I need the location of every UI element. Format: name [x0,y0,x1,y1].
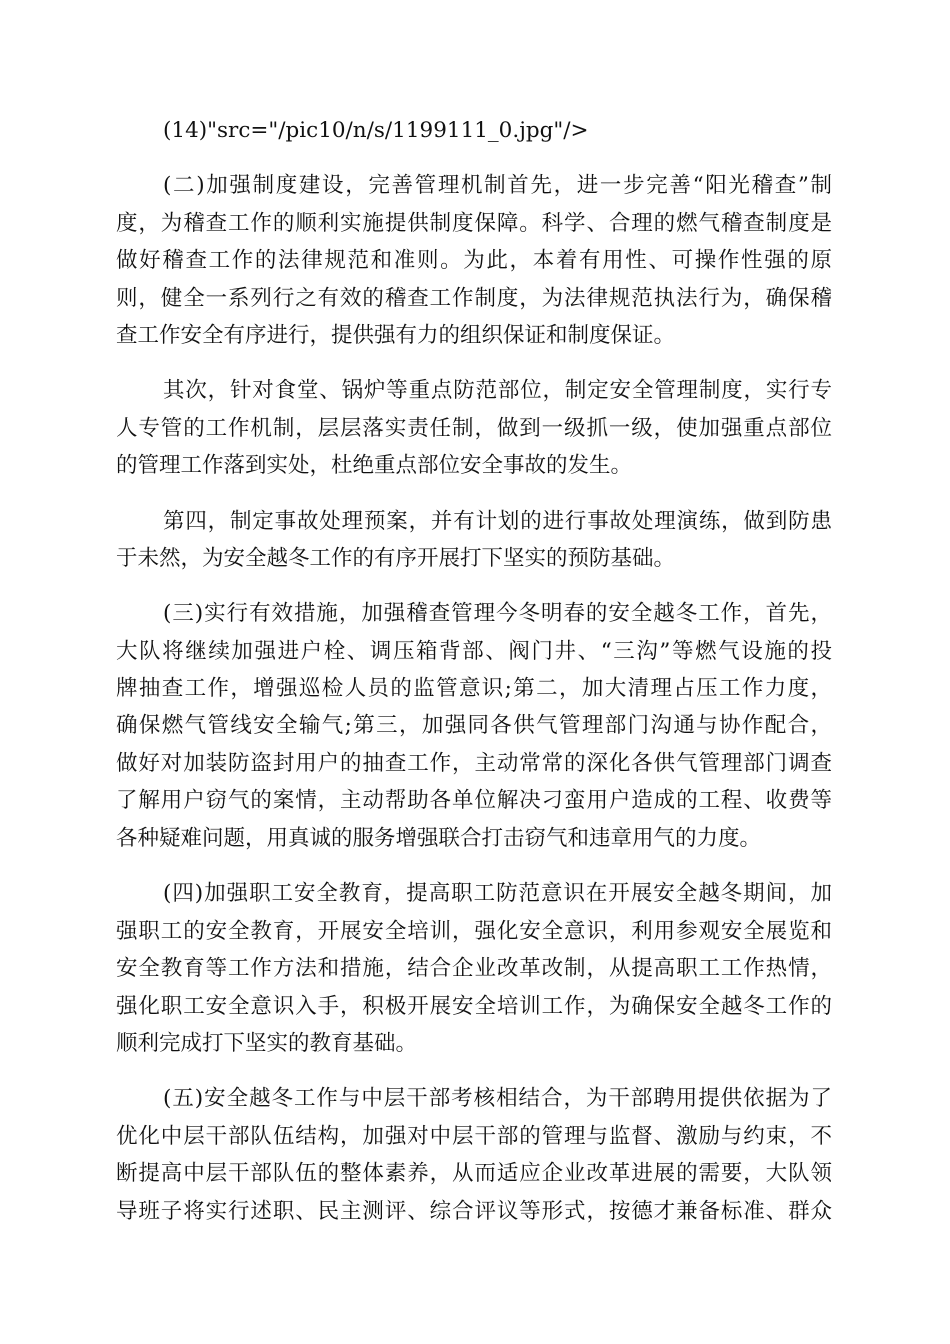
paragraph-line: 导班子将实行述职、民主测评、综合评议等形式，按德才兼备标准、群众 [116,1199,832,1224]
paragraph-line: (三)实行有效措施，加强稽查管理今冬明春的安全越冬工作，首先， [163,601,832,626]
paragraph-line: (四)加强职工安全教育，提高职工防范意识在开展安全越冬期间，加 [163,881,832,906]
paragraph-line: 其次，针对食堂、锅炉等重点防范部位，制定安全管理制度，实行专 [163,378,832,403]
paragraph-line: 则，健全一系列行之有效的稽查工作制度，为法律规范执法行为，确保稽 [116,286,832,311]
paragraph-line: (14)"src="/pic10/n/s/1199111_0.jpg"/> [163,118,589,143]
paragraph-line: 做好稽查工作的法律规范和准则。为此，本着有用性、可操作性强的原 [116,248,832,273]
paragraph-line: 人专管的工作机制，层层落实责任制，做到一级抓一级，使加强重点部位 [116,416,832,441]
paragraph-line: 优化中层干部队伍结构，加强对中层干部的管理与监督、激励与约束，不 [116,1124,832,1149]
paragraph-line: 的管理工作落到实处，杜绝重点部位安全事故的发生。 [116,453,633,478]
paragraph-line: 于未然，为安全越冬工作的有序开展打下坚实的预防基础。 [116,546,676,571]
paragraph-line: 查工作安全有序进行，提供强有力的组织保证和制度保证。 [116,323,676,348]
paragraph-line: 强化职工安全意识入手，积极开展安全培训工作，为确保安全越冬工作的 [116,994,832,1019]
paragraph-line: 各种疑难问题，用真诚的服务增强联合打击窃气和违章用气的力度。 [116,826,762,851]
paragraph-line: (二)加强制度建设，完善管理机制首先，进一步完善“阳光稽查”制 [163,173,832,198]
paragraph-line: 确保燃气管线安全输气;第三，加强同各供气管理部门沟通与协作配合， [116,713,832,738]
paragraph-line: 强职工的安全教育，开展安全培训，强化安全意识，利用参观安全展览和 [116,919,832,944]
paragraph-line: 安全教育等工作方法和措施，结合企业改革改制，从提高职工工作热情， [116,956,832,981]
paragraph-line: 了解用户窃气的案情，主动帮助各单位解决刁蛮用户造成的工程、收费等 [116,788,832,813]
paragraph-line: 做好对加装防盗封用户的抽查工作，主动常常的深化各供气管理部门调查 [116,751,832,776]
paragraph-line: 度，为稽查工作的顺利实施提供制度保障。科学、合理的燃气稽查制度是 [116,211,832,236]
paragraph-line: 断提高中层干部队伍的整体素养，从而适应企业改革进展的需要，大队领 [116,1161,832,1186]
paragraph-line: 大队将继续加强进户栓、调压箱背部、阀门井、“三沟”等燃气设施的投 [116,639,832,664]
paragraph-line: 牌抽查工作，增强巡检人员的监管意识;第二，加大清理占压工作力度， [116,676,832,701]
paragraph-line: 顺利完成打下坚实的教育基础。 [116,1031,418,1056]
paragraph-line: (五)安全越冬工作与中层干部考核相结合，为干部聘用提供依据为了 [163,1086,832,1111]
paragraph-line: 第四，制定事故处理预案，并有计划的进行事故处理演练，做到防患 [163,509,832,534]
